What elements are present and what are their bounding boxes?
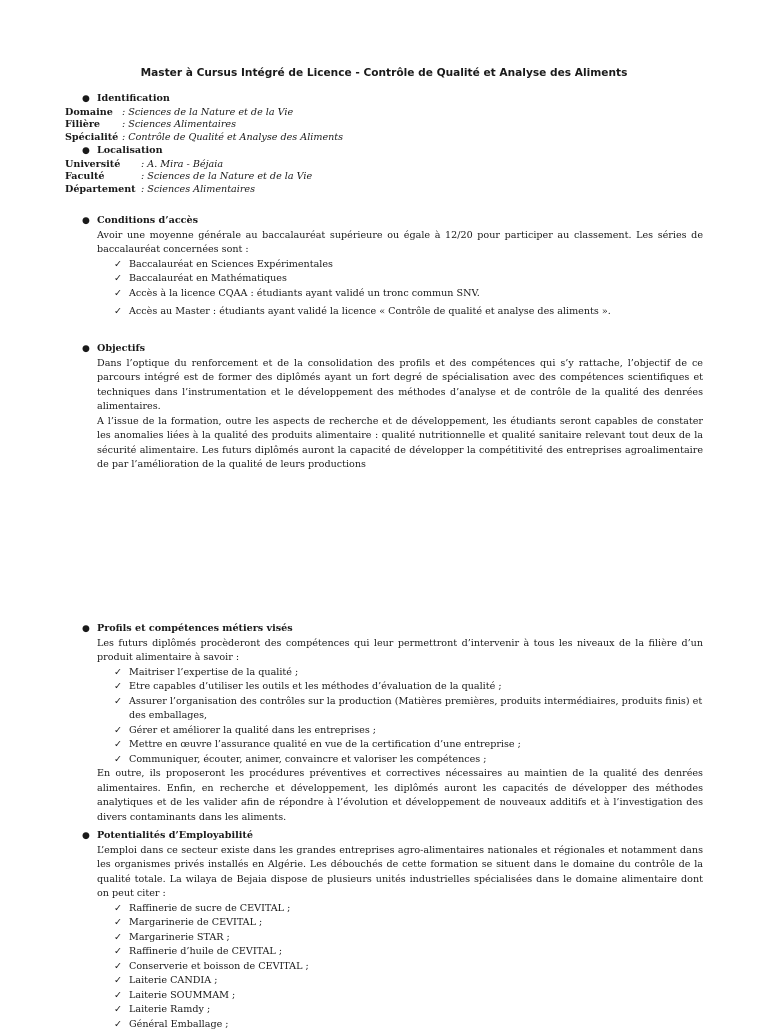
employabilite-section bbox=[0, 829, 768, 1032]
list-item: ✓ Laiterie SOUMMAM ; bbox=[0, 989, 703, 1004]
checkmark-icon: ✓ bbox=[114, 258, 122, 273]
bullet-icon: ● bbox=[82, 829, 90, 844]
conditions-section bbox=[0, 214, 768, 320]
identification-section bbox=[0, 92, 768, 197]
localisation-heading: ● Localisation bbox=[0, 144, 768, 159]
checkmark-icon: ✓ bbox=[114, 916, 122, 931]
list-item: ✓ Assurer l’organisation des contrôles sur la production (Matières premières, produits intermédiaires, produits finis) et des emballages, bbox=[0, 695, 703, 724]
list-item: ✓ Général Emballage ; bbox=[0, 1018, 703, 1032]
conditions-paragraph: Avoir une moyenne générale au baccalauréat supérieure ou égale à 12/20 pour participer au classement. Les séries de baccalauréat concernées sont : bbox=[97, 229, 703, 258]
list-item: ✓ Etre capables d’utiliser les outils et les méthodes d’évaluation de la qualité ; bbox=[0, 680, 703, 695]
employabilite-paragraph: L’emploi dans ce secteur existe dans les grandes entreprises agro-alimentaires nationales et régionales et notamment dans les organismes privés installés en Algérie. Les débouchés de cette formation se situent dans le domaine du contrôle de la qualité totale. La wilaya de Bejaia dispose de plusieurs unités industrielles spécialisées dans le domaine alimentaire dont on peut citer : bbox=[97, 844, 703, 902]
checkmark-icon: ✓ bbox=[114, 753, 122, 768]
list-item: ✓ Laiterie CANDIA ; bbox=[0, 974, 703, 989]
checkmark-icon: ✓ bbox=[114, 989, 122, 1004]
list-item: ✓ Accès à la licence CQAA : étudiants ayant validé un tronc commun SNV. bbox=[0, 287, 703, 302]
checkmark-icon: ✓ bbox=[114, 902, 122, 917]
profils-paragraph: Les futurs diplômés procèderont des compétences qui leur permettront d’intervenir à tous les niveaux de la filière d’un produit alimentaire à savoir : bbox=[97, 637, 703, 666]
profils-section bbox=[0, 622, 768, 825]
list-item: ✓ Maitriser l’expertise de la qualité ; bbox=[0, 666, 703, 681]
domaine-row: Domaine : Sciences de la Nature et de la Vie bbox=[0, 107, 768, 120]
objectifs-heading: ● Objectifs bbox=[0, 342, 768, 357]
checkmark-icon: ✓ bbox=[114, 724, 122, 739]
specialite-row: Spécialité : Contrôle de Qualité et Analyse des Aliments bbox=[0, 132, 768, 145]
list-item: ✓ Margarinerie STAR ; bbox=[0, 931, 703, 946]
employabilite-list bbox=[0, 902, 768, 1032]
checkmark-icon: ✓ bbox=[114, 960, 122, 975]
objectifs-section bbox=[0, 342, 768, 473]
list-item: ✓ Mettre en œuvre l’assurance qualité en vue de la certification d’une entreprise ; bbox=[0, 738, 703, 753]
conditions-heading: ● Conditions d’accès bbox=[0, 214, 768, 229]
checkmark-icon: ✓ bbox=[114, 272, 122, 287]
list-item: ✓ Laiterie Ramdy ; bbox=[0, 1003, 703, 1018]
profils-list bbox=[0, 666, 768, 768]
employabilite-heading: ● Potentialités d’Employabilité bbox=[0, 829, 768, 844]
identification-heading: ● Identification bbox=[0, 92, 768, 107]
checkmark-icon: ✓ bbox=[114, 666, 122, 681]
universite-row: Université : A. Mira - Béjaia bbox=[0, 159, 768, 172]
checkmark-icon: ✓ bbox=[114, 1018, 122, 1032]
list-item: ✓ Conserverie et boisson de CEVITAL ; bbox=[0, 960, 703, 975]
list-item: ✓ Margarinerie de CEVITAL ; bbox=[0, 916, 703, 931]
list-item: ✓ Gérer et améliorer la qualité dans les entreprises ; bbox=[0, 724, 703, 739]
checkmark-icon: ✓ bbox=[114, 974, 122, 989]
checkmark-icon: ✓ bbox=[114, 738, 122, 753]
list-item: ✓ Baccalauréat en Sciences Expérimentales bbox=[0, 258, 703, 273]
list-item: ✓ Baccalauréat en Mathématiques bbox=[0, 272, 703, 287]
objectifs-paragraph-2: A l’issue de la formation, outre les aspects de recherche et de développement, les étudiants seront capables de constater les anomalies liées à la qualité des produits alimentaire : qualité nutritionnelle et qualité sanitaire relevant tout deux de la sécurité alimentaire. Les futurs diplômés auront la capacité de développer la compétitivité des entreprises agroalimentaire de par l’amélioration de la qualité de leurs productions bbox=[97, 415, 703, 473]
list-item: ✓ Raffinerie d’huile de CEVITAL ; bbox=[0, 945, 703, 960]
filiere-row: Filière : Sciences Alimentaires bbox=[0, 119, 768, 132]
departement-row: Département : Sciences Alimentaires bbox=[0, 184, 768, 197]
list-item: ✓ Communiquer, écouter, animer, convaincre et valoriser les compétences ; bbox=[0, 753, 703, 768]
list-item: ✓ Accès au Master : étudiants ayant validé la licence « Contrôle de qualité et analyse des aliments ». bbox=[0, 305, 703, 320]
list-item: ✓ Raffinerie de sucre de CEVITAL ; bbox=[0, 902, 703, 917]
bullet-icon: ● bbox=[82, 622, 90, 637]
checkmark-icon: ✓ bbox=[114, 931, 122, 946]
checkmark-icon: ✓ bbox=[114, 305, 122, 320]
document-title: Master à Cursus Intégré de Licence - Contrôle de Qualité et Analyse des Aliments bbox=[0, 66, 768, 81]
checkmark-icon: ✓ bbox=[114, 945, 122, 960]
checkmark-icon: ✓ bbox=[114, 287, 122, 302]
checkmark-icon: ✓ bbox=[114, 680, 122, 695]
conditions-list bbox=[0, 258, 768, 320]
faculte-row: Faculté : Sciences de la Nature et de la Vie bbox=[0, 171, 768, 184]
checkmark-icon: ✓ bbox=[114, 1003, 122, 1018]
checkmark-icon: ✓ bbox=[114, 695, 122, 710]
bullet-icon: ● bbox=[82, 214, 90, 229]
bullet-icon: ● bbox=[82, 144, 90, 159]
objectifs-paragraph-1: Dans l’optique du renforcement et de la consolidation des profils et des compétences qui s’y rattache, l’objectif de ce parcours intégré est de former des diplômés ayant un fort degré de spécialisation avec des compétences scientifiques et techniques dans l’instrumentation et le développement des méthodes d’analyse et de contrôle de la qualité des denrées alimentaires. bbox=[97, 357, 703, 415]
profils-heading: ● Profils et compétences métiers visés bbox=[0, 622, 768, 637]
bullet-icon: ● bbox=[82, 342, 90, 357]
profils-paragraph-2: En outre, ils proposeront les procédures préventives et correctives nécessaires au maintien de la qualité des denrées alimentaires. Enfin, en recherche et développement, les diplômés auront les capacités de développer des méthodes analytiques et de les valider afin de répondre à l’évolution et développement de nouveaux additifs et à l’investigation des divers contaminants dans les aliments. bbox=[97, 767, 703, 825]
bullet-icon: ● bbox=[82, 92, 90, 107]
